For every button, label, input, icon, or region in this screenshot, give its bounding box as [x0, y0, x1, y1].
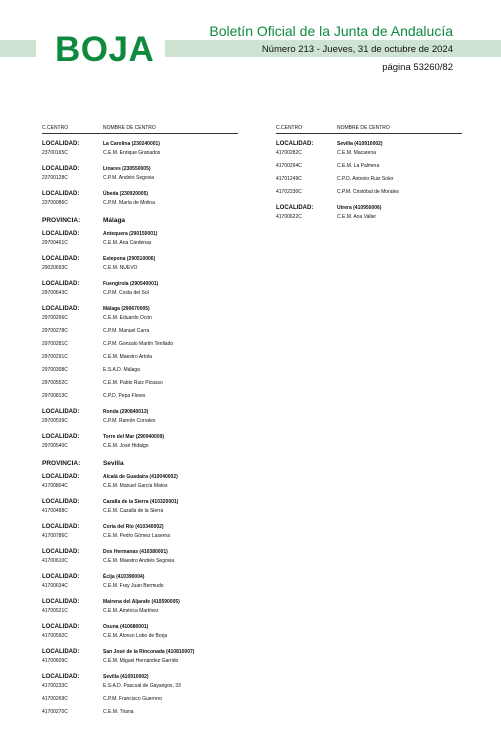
locality-name: Cazalla de la Sierra (410320001) [103, 499, 179, 505]
center-code: 29700291C [42, 354, 68, 360]
locality-label: LOCALIDAD: [42, 256, 80, 262]
center-row [42, 533, 238, 542]
locality-label: LOCALIDAD: [42, 281, 80, 287]
center-name: C.E.M. Pedro Gómez Laserna [103, 533, 170, 539]
locality-block [42, 674, 238, 718]
locality-label: LOCALIDAD: [42, 474, 80, 480]
code-column-header: C.CENTRO [42, 125, 69, 131]
locality-block [42, 281, 238, 299]
center-row [42, 265, 238, 274]
center-name: C.E.M. Triana [103, 709, 134, 715]
locality-name: Sevilla (410910002) [103, 674, 149, 680]
issue-number: Número 213 - Jueves, 31 de octubre de 2024 [261, 44, 453, 55]
locality-row [42, 281, 238, 290]
center-code: 41700622C [276, 214, 302, 220]
locality-name: Málaga (290670005) [103, 306, 150, 312]
center-name: C.P.M. Cristóbal de Morales [337, 189, 399, 195]
locality-block [276, 205, 462, 223]
locality-row [42, 191, 238, 200]
center-code: 29700266C [42, 315, 68, 321]
locality-name: Écija (410390004) [103, 574, 145, 580]
locality-name: Dos Hermanas (410380001) [103, 549, 168, 555]
center-row [42, 696, 238, 705]
locality-row [42, 624, 238, 633]
locality-name: Torre del Mar (290940009) [103, 434, 165, 440]
locality-name: La Carolina (230240001) [103, 141, 160, 147]
center-name: C.P.M. Andrés Segovia [103, 175, 155, 181]
locality-row [42, 674, 238, 683]
center-code: 29700643C [42, 290, 68, 296]
center-code: 41700592C [42, 633, 68, 639]
center-name: C.E.M. Cazalla de la Sierra [103, 508, 164, 514]
center-name: C.E.M. Enrique Granados [103, 150, 161, 156]
center-name: C.P.M. Gonzalo Martín Tenllado [103, 341, 174, 347]
province-name: Sevilla [103, 460, 124, 467]
center-name: C.E.M. Ana Cárdenas [103, 240, 152, 246]
center-code: 29700308C [42, 367, 68, 373]
code-column-header: C.CENTRO [276, 125, 303, 131]
locality-name: Alcalá de Guadaíra (410040002) [103, 474, 178, 480]
center-name: C.E.M. Pablo Ruiz Picasso [103, 380, 163, 386]
locality-block [276, 141, 462, 198]
center-code: 41701249C [276, 176, 302, 182]
center-code: 41700282C [276, 150, 302, 156]
locality-row [42, 574, 238, 583]
province-name: Málaga [103, 217, 126, 224]
center-name: C.E.M. NUEVO [103, 265, 138, 271]
locality-row [42, 649, 238, 658]
center-name: C.P.M. Francisco Guerrero [103, 696, 163, 702]
center-code: 41700634C [42, 583, 68, 589]
center-code: 29700461C [42, 240, 68, 246]
center-name: C.E.M. Miguel Hernández Garrido [103, 658, 179, 664]
center-name: C.E.M. América Martínez [103, 608, 159, 614]
province-label: PROVINCIA: [42, 217, 81, 224]
locality-name: Coria del Río (410340002) [103, 524, 164, 530]
center-row [42, 290, 238, 299]
locality-name: Úbeda (230920005) [103, 191, 149, 197]
right-column [276, 125, 462, 223]
locality-block [42, 409, 238, 427]
groups [276, 141, 462, 223]
locality-name: Sevilla (410910002) [337, 141, 383, 147]
center-row [42, 315, 238, 324]
locality-label: LOCALIDAD: [42, 624, 80, 630]
locality-label: LOCALIDAD: [42, 231, 80, 237]
locality-block [42, 166, 238, 184]
center-row [42, 418, 238, 427]
center-row [42, 175, 238, 184]
center-row [42, 633, 238, 642]
locality-block [42, 141, 238, 159]
center-name: C.E.M. José Hidalgo [103, 443, 149, 449]
center-code: 41700233C [42, 683, 68, 689]
locality-label: LOCALIDAD: [42, 306, 80, 312]
center-row [42, 354, 238, 363]
center-name: C.P.D. Pepa Flores [103, 393, 146, 399]
locality-name: Ronda (290840013) [103, 409, 149, 415]
province-heading [42, 460, 238, 467]
center-row [276, 189, 462, 198]
locality-row [276, 141, 462, 150]
center-name: C.P.M. Ramón Corrales [103, 418, 156, 424]
locality-label: LOCALIDAD: [42, 599, 80, 605]
center-row [42, 658, 238, 667]
center-code: 41700786C [42, 533, 68, 539]
center-code: 41700269C [42, 696, 68, 702]
center-row [42, 508, 238, 517]
center-row [42, 443, 238, 452]
locality-row [42, 599, 238, 608]
center-row [42, 200, 238, 209]
groups [42, 141, 238, 718]
center-row [42, 328, 238, 337]
locality-block [42, 599, 238, 617]
locality-row [42, 474, 238, 483]
center-code: 23700128C [42, 175, 68, 181]
center-code: 29700281C [42, 341, 68, 347]
center-name: C.E.M. Maestro Andrés Segovia [103, 558, 175, 564]
center-name: C.E.M. Alonso Lobo de Borja [103, 633, 168, 639]
center-name: C.E.M. La Palmera [337, 163, 380, 169]
locality-name: Antequera (290150001) [103, 231, 158, 237]
locality-block [42, 499, 238, 517]
center-name: C.E.M. Macarena [337, 150, 376, 156]
locality-row [42, 231, 238, 240]
locality-label: LOCALIDAD: [42, 499, 80, 505]
center-name: C.P.M. María de Molina [103, 200, 155, 206]
province-label: PROVINCIA: [42, 460, 81, 467]
locality-block [42, 524, 238, 542]
locality-label: LOCALIDAD: [42, 524, 80, 530]
table-header [276, 125, 462, 134]
center-row [276, 176, 462, 185]
center-name: E.S.A.D. Málaga [103, 367, 140, 373]
center-row [42, 380, 238, 389]
locality-row [42, 166, 238, 175]
locality-name: Mairena del Aljarafe (410590005) [103, 599, 180, 605]
center-code: 41700610C [42, 558, 68, 564]
locality-label: LOCALIDAD: [42, 649, 80, 655]
province-heading [42, 217, 238, 224]
locality-row [42, 409, 238, 418]
locality-block [42, 649, 238, 667]
locality-block [42, 256, 238, 274]
name-column-header: NOMBRE DE CENTRO [103, 125, 156, 131]
name-column-header: NOMBRE DE CENTRO [337, 125, 390, 131]
center-row [276, 214, 462, 223]
locality-block [42, 549, 238, 567]
locality-row [42, 141, 238, 150]
center-row [42, 583, 238, 592]
locality-label: LOCALIDAD: [42, 549, 80, 555]
locality-label: LOCALIDAD: [42, 409, 80, 415]
center-code: 29700540C [42, 443, 68, 449]
center-name: C.E.M. Maestro Artola [103, 354, 152, 360]
center-row [276, 163, 462, 172]
center-code: 29020693C [42, 265, 68, 271]
locality-name: Fuengirola (290540001) [103, 281, 159, 287]
locality-label: LOCALIDAD: [42, 434, 80, 440]
locality-label: LOCALIDAD: [42, 574, 80, 580]
center-code: 23700165C [42, 150, 68, 156]
center-code: 41700804C [42, 483, 68, 489]
boja-logo: BOJA [55, 30, 155, 69]
center-code: 41700270C [42, 709, 68, 715]
center-name: E.S.A.D. Pascual de Gayangos, 33 [103, 683, 181, 689]
locality-label: LOCALIDAD: [42, 674, 80, 680]
center-row [42, 367, 238, 376]
locality-name: Linares (230550005) [103, 166, 151, 172]
locality-label: LOCALIDAD: [276, 205, 314, 211]
center-name: C.P.D. Antonio Ruiz Soler [337, 176, 394, 182]
bulletin-title: Boletín Oficial de la Junta de Andalucía [209, 23, 453, 39]
center-code: 23700086C [42, 200, 68, 206]
locality-name: Utrera (410950006) [337, 205, 382, 211]
center-code: 41700294C [276, 163, 302, 169]
center-code: 41700609C [42, 658, 68, 664]
locality-row [42, 306, 238, 315]
locality-block [42, 191, 238, 209]
locality-label: LOCALIDAD: [42, 191, 80, 197]
center-row [42, 240, 238, 249]
center-row [42, 393, 238, 402]
center-name: C.P.M. Costa del Sol [103, 290, 149, 296]
center-row [42, 150, 238, 159]
center-name: C.E.M. Manuel García Matos [103, 483, 168, 489]
locality-row [42, 549, 238, 558]
center-row [42, 341, 238, 350]
center-row [42, 558, 238, 567]
center-row [42, 483, 238, 492]
header-stripe-left [0, 40, 36, 57]
center-code: 41700488C [42, 508, 68, 514]
center-code: 41700521C [42, 608, 68, 614]
locality-block [42, 306, 238, 402]
locality-name: San José de la Rinconada (410810007) [103, 649, 195, 655]
locality-row [42, 256, 238, 265]
page-number: página 53260/82 [382, 62, 453, 73]
locality-name: Estepona (290510006) [103, 256, 156, 262]
locality-block [42, 434, 238, 452]
center-row [276, 150, 462, 159]
locality-name: Osuna (410680001) [103, 624, 149, 630]
center-code: 29700278C [42, 328, 68, 334]
center-name: C.P.M. Manuel Carra [103, 328, 150, 334]
locality-row [42, 524, 238, 533]
center-code: 29700813C [42, 393, 68, 399]
center-code: 41702230C [276, 189, 302, 195]
center-code: 29700539C [42, 418, 68, 424]
locality-label: LOCALIDAD: [42, 166, 80, 172]
center-row [42, 683, 238, 692]
center-name: C.E.M. Eduardo Ocón [103, 315, 152, 321]
center-name: C.E.M. Fray Juan Bermudo [103, 583, 164, 589]
locality-row [276, 205, 462, 214]
locality-label: LOCALIDAD: [276, 141, 314, 147]
center-name: C.E.M. Ana Valler [337, 214, 377, 220]
locality-block [42, 231, 238, 249]
table-header [42, 125, 238, 134]
left-column [42, 125, 238, 718]
locality-block [42, 474, 238, 492]
locality-block [42, 574, 238, 592]
center-row [42, 608, 238, 617]
center-row [42, 709, 238, 718]
center-code: 29700552C [42, 380, 68, 386]
locality-label: LOCALIDAD: [42, 141, 80, 147]
locality-block [42, 624, 238, 642]
locality-row [42, 499, 238, 508]
locality-row [42, 434, 238, 443]
